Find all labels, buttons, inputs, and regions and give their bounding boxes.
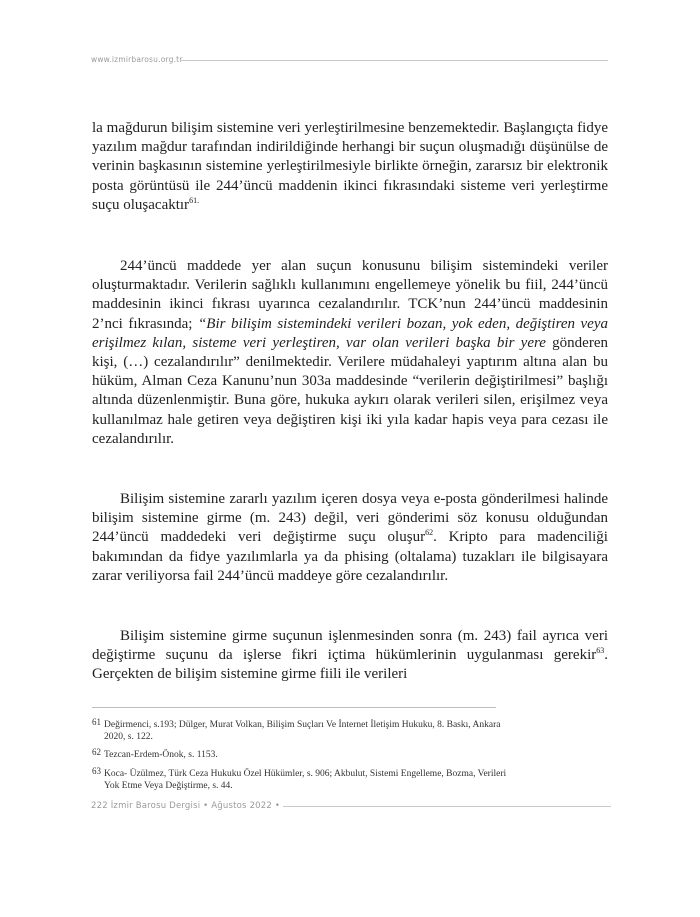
footnote-number: 63 [92, 765, 101, 776]
footnote-62 [92, 749, 522, 761]
paragraph-2 [92, 257, 608, 449]
paragraph-4 [92, 627, 608, 685]
header-rule [180, 60, 608, 61]
footnote-ref-61[interactable]: 61. [189, 195, 200, 205]
header-url: www.izmirbarosu.org.tr [91, 55, 183, 64]
footnote-separator [92, 707, 496, 708]
footnotes [92, 719, 522, 798]
paragraph-4-text-a: Bilişim sistemine girme suçunun işlenmesinden sonra (m. 243) fail ayrıca veri değiştirme suçunu da işlerse fikri içtima hükümlerinin uygulanması gerekir [92, 628, 608, 664]
footnote-ref-63[interactable]: 63 [596, 646, 605, 656]
footer-text: 222 İzmir Barosu Dergisi • Ağustos 2022 • [91, 801, 281, 811]
paragraph-1-text: la mağdurun bilişim sistemine veri yerleştirilmesine benzemektedir. Başlangıçta fidye yazılım mağdur tarafından indirildiğinde herhangi bir suçun oluşmadığı düşünülse de verinin başkasının sistemine yerleştirilmesiyle birlikte örneğin, zararsız bir elektronik posta görüntüsü ile 244’üncü maddenin ikinci fıkrasındaki sisteme veri yerleştirme suçu oluşacaktır [92, 120, 608, 213]
footnote-61 [92, 719, 522, 743]
footnote-number: 61 [92, 717, 101, 727]
paragraph-3 [92, 490, 608, 586]
footnote-ref-62[interactable]: 62 [425, 528, 434, 538]
footnote-text: Değirmenci, s.193; Dülger, Murat Volkan, Bilişim Suçları Ve İnternet İletişim Hukuku, 8. Baskı, Ankara 2020, s. 122. [104, 720, 501, 743]
paragraph-3-text-a: Bilişim sistemine zararlı yazılım içeren dosya veya e-posta gönderilmesi halinde bilişim sistemine girme (m. 243) değil, veri gönderimi söz konusu olduğundan 244’üncü maddedeki veri değiştirme suçu oluşur [92, 491, 608, 546]
paragraph-2-quote: “Bir bilişim sistemindeki verileri bozan, yok eden, değiştiren veya erişilmez kılan, sisteme veri yerleştiren, var olan verileri başka bir yere [92, 315, 608, 351]
paragraph-2-text-b: gönderen kişi, (…) cezalandırılır” denilmektedir. Verilere müdahaleyi yaptırım altına alan bu hüküm, Alman Ceza Kanunu’nun 303a maddesinde “verilerin değiştirilmesi” başlığı altında düzenlenmiştir. Buna göre, hukuka aykırı olarak verileri silen, erişilmez veya kullanılmaz hale getiren veya değiştiren kişi iki yıla kadar hapis veya para cezası ile cezalandırılır. [92, 334, 608, 447]
paragraph-1 [92, 119, 608, 215]
footnote-63 [92, 765, 522, 792]
page-footer [91, 801, 611, 811]
footnote-number: 62 [92, 747, 101, 758]
paragraph-2-text-a: 244’üncü maddede yer alan suçun konusunu bilişim sistemindeki veriler oluşturmaktadır. Verilerin sağlıklı kullanımını engellemeye yönelik bu fiil, 244’üncü maddesinin ikinci fıkrası uyarınca cezalandırılır. TCK’nun 244’üncü maddesinin 2’nci fıkrasında; [92, 258, 608, 332]
paragraph-4-text-b: . Gerçekten de bilişim sistemine girme fiili ile verileri [92, 647, 608, 683]
paragraph-3-text-b: . Kripto para madenciliği bakımından da fidye yazılımlarla ya da phising (oltalama) tuzakları ile bilgisayara zarar veriliyorsa fail 244’üncü maddeye göre cezalandırılır. [92, 529, 608, 584]
footnote-text: Koca- Üzülmez, Türk Ceza Hukuku Özel Hükümler, s. 906; Akbulut, Sistemi Engelleme, Bozma, Verileri Yok Etme Veya Değiştirme, s. 44. [104, 768, 507, 791]
footer-rule [283, 806, 611, 807]
footnote-text: Tezcan-Erdem-Önok, s. 1153. [104, 750, 218, 761]
